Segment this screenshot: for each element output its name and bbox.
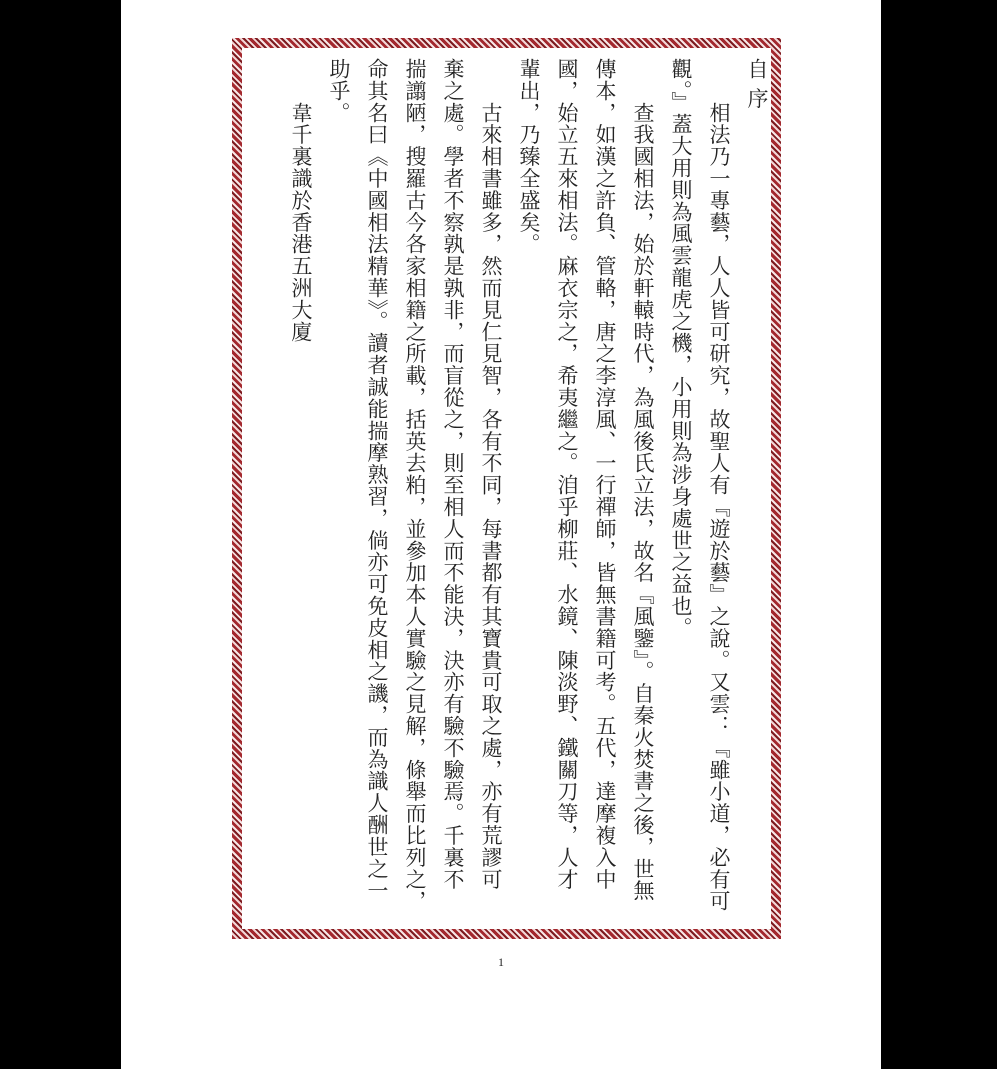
document-page [121, 0, 881, 1069]
text-column: 相法乃一專藝，人人皆可研究，故聖人有『遊於藝』之說。又雲：『雖小道，必有可 [707, 58, 731, 913]
text-column: 命其名曰《中國相法精華》。讀者誠能揣摩熟習，倘亦可免皮相之譏，而為識人酬世之一 [365, 58, 389, 902]
decorative-border-frame [232, 38, 781, 939]
preface-title: 自 序 [745, 58, 769, 110]
text-column: 國，始立五來相法。麻衣宗之，希夷繼之。洎乎柳莊、水鏡、陳淡野、鐵關刀等，人才 [555, 58, 579, 891]
text-column: 助乎。 [327, 58, 351, 124]
page-number: 1 [498, 955, 504, 969]
text-column: 揣譾陋，搜羅古今各家相籍之所載，括英去粕，並參加本人實驗之見解，條舉而比列之， [403, 58, 427, 913]
vertical-text-body [276, 58, 776, 938]
text-column: 古來相書雖多，然而見仁見智，各有不同，每書都有其寶貴可取之處，亦有荒謬可 [479, 58, 503, 891]
text-column: 傳本，如漢之許負、管輅，唐之李淳風、一行禪師，皆無書籍可考。五代，達摩複入中 [593, 58, 617, 891]
text-column: 觀。』蓋大用則為風雲龍虎之機，小用則為涉身處世之益也。 [669, 58, 693, 639]
signature-line: 韋千裏識於香港五洲大廈 [289, 58, 313, 343]
text-column: 棄之處。學者不察孰是孰非，而盲從之，則至相人而不能決，決亦有驗不驗焉。千裏不 [441, 58, 465, 891]
text-column: 查我國相法，始於軒轅時代，為風後氏立法，故名『風鑒』。自秦火焚書之後，世無 [631, 58, 655, 902]
text-column: 輩出，乃臻全盛矣。 [517, 58, 541, 256]
